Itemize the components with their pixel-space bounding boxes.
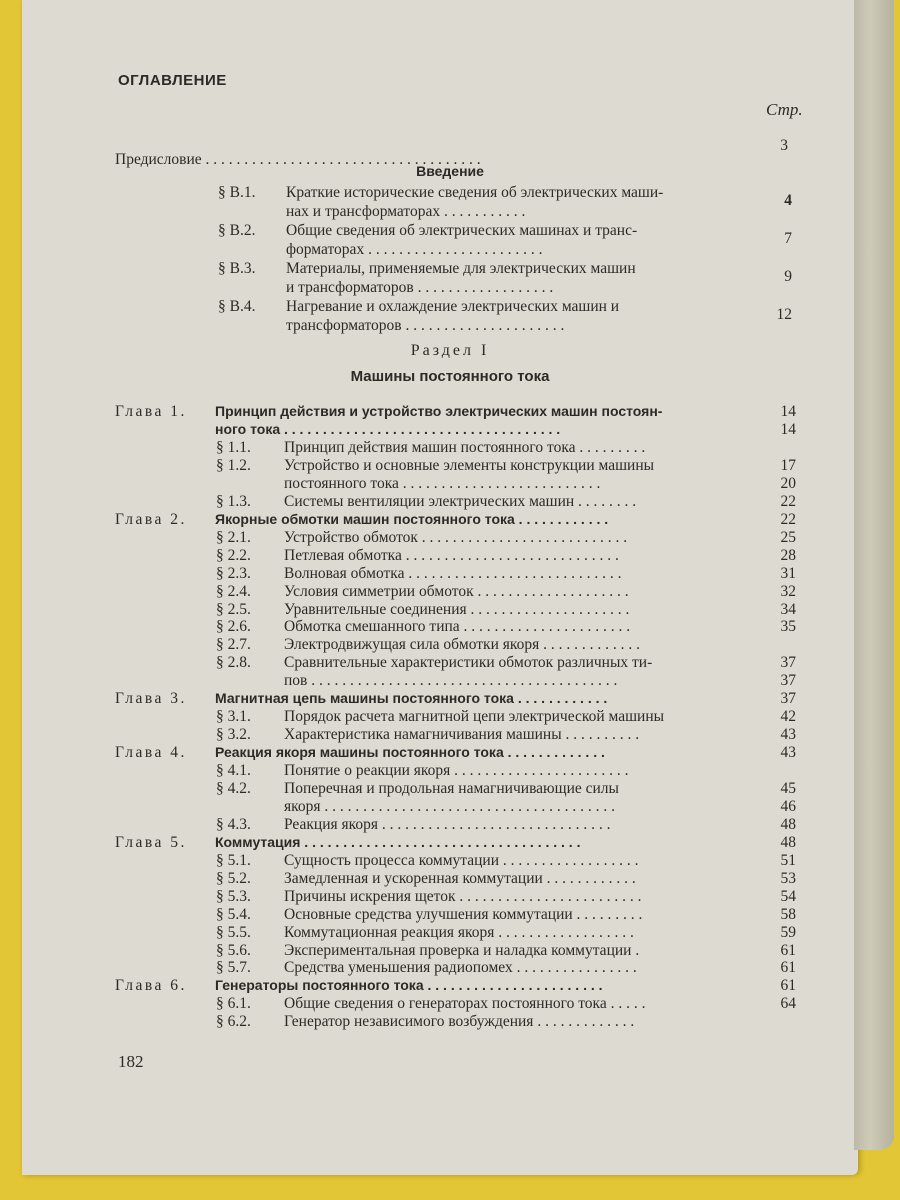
section-number: § 1.1.	[216, 438, 251, 456]
intro-item-cont: форматорах . . . . . . . . . . . . . . . . . . . . . . .	[286, 241, 543, 258]
item-number: § В.2.	[218, 222, 256, 239]
section-number: § 6.2.	[216, 1013, 251, 1031]
intro-item	[218, 221, 637, 240]
chapter-row	[115, 976, 603, 995]
intro-item	[218, 297, 619, 316]
section-title: Электродвижущая сила обмотки якоря . . . . . . . . . . . . .	[284, 636, 640, 654]
section-row	[216, 456, 654, 475]
section-number: § 2.7.	[216, 636, 251, 654]
section-number: § 3.1.	[216, 708, 251, 726]
row-page: 22	[780, 510, 796, 528]
section-title: Характеристика намагничивания машины . . . . . . . . . .	[284, 726, 640, 744]
section-title: Общие сведения о генераторах постоянного тока . . . . .	[284, 995, 646, 1013]
section-title: Понятие о реакции якоря . . . . . . . . . . . . . . . . . . . . . . .	[284, 762, 629, 779]
row-page: 42	[780, 708, 796, 726]
section-title: Поперечная и продольная намагничивающие силы	[284, 780, 619, 797]
row-page: 34	[780, 600, 796, 618]
section-row	[216, 851, 639, 870]
intro-item	[218, 259, 636, 278]
section-title: Машины постоянного тока	[350, 368, 550, 385]
chapter-row	[115, 402, 662, 421]
chapter-row	[115, 833, 580, 852]
row-page: 53	[780, 869, 796, 887]
chapter-row	[115, 743, 605, 762]
chapter-label: Глава 5.	[115, 833, 187, 851]
row-page: 35	[780, 618, 796, 636]
section-title: Обмотка смешанного типа . . . . . . . . . . . . . . . . . . . . . .	[284, 618, 631, 636]
section-row	[216, 905, 642, 924]
section-row	[216, 941, 639, 960]
section-title: Петлевая обмотка . . . . . . . . . . . . . . . . . . . . . . . . . . . .	[284, 546, 619, 564]
section-title: Условия симметрии обмоток . . . . . . . . . . . . . . . . . . . .	[284, 582, 629, 600]
section-row	[216, 725, 639, 744]
section-row	[216, 582, 629, 601]
section-number: § 2.2.	[216, 546, 251, 564]
section-title: Устройство обмоток . . . . . . . . . . . . . . . . . . . . . . . . . . .	[284, 528, 628, 546]
section-number: § 3.2.	[216, 726, 251, 744]
intro-item-cont: нах и трансформаторах . . . . . . . . . . .	[286, 203, 526, 220]
page-column-label: Стр.	[766, 100, 803, 119]
row-page: 61	[780, 977, 796, 995]
row-page: 14	[780, 403, 796, 420]
chapter-title: Коммутация . . . . . . . . . . . . . . . . . . . . . . . . . . . . . . . . . . . .	[215, 833, 581, 850]
chapter-title: Принцип действия и устройство электрических машин постоян-	[215, 403, 663, 419]
section-title: Волновая обмотка . . . . . . . . . . . . . . . . . . . . . . . . . . . .	[284, 564, 622, 582]
intro-item	[218, 183, 663, 202]
section-number: § 2.4.	[216, 582, 251, 600]
row-page: 37	[780, 654, 796, 672]
section-row	[216, 958, 637, 977]
section-row	[216, 528, 627, 547]
section-label: Раздел I	[410, 342, 490, 359]
section-number: § 6.1.	[216, 995, 251, 1013]
section-title: Устройство и основные элементы конструкции машины	[284, 456, 655, 474]
section-title: Экспериментальная проверка и наладка коммутации .	[284, 941, 640, 959]
item-page: 9	[784, 268, 792, 285]
chapter-title: Реакция якоря машины постоянного тока . . . . . . . . . . . . .	[215, 744, 605, 760]
row-page: 22	[780, 492, 796, 510]
section-number: § 1.3.	[216, 492, 251, 510]
item-title: Краткие исторические сведения об электрических маши-	[286, 184, 664, 201]
row-page: 43	[780, 744, 796, 761]
section-row	[216, 600, 629, 619]
section-title-cont: якоря . . . . . . . . . . . . . . . . . . . . . . . . . . . . . . . . . . . . . .	[284, 797, 616, 815]
row-page: 32	[780, 582, 796, 600]
section-number: § 5.1.	[216, 851, 251, 869]
item-number: § В.1.	[218, 184, 256, 201]
section-title-cont: пов . . . . . . . . . . . . . . . . . . . . . . . . . . . . . . . . . . . . . . . .	[284, 672, 618, 690]
section-row	[216, 887, 642, 906]
row-page: 61	[780, 941, 796, 959]
section-number: § 5.6.	[216, 941, 251, 959]
section-row	[216, 1012, 634, 1031]
chapter-row	[115, 510, 608, 529]
toc-heading: ОГЛАВЛЕНИЕ	[118, 72, 227, 89]
section-number: § 5.3.	[216, 887, 251, 905]
section-number: § 5.2.	[216, 869, 251, 887]
section-row	[216, 438, 645, 457]
row-page: 46	[780, 797, 796, 815]
section-number: § 2.1.	[216, 528, 251, 546]
section-row	[216, 617, 630, 636]
chapter-title: Генераторы постоянного тока . . . . . . . . . . . . . . . . . . . . . . .	[215, 977, 603, 994]
item-title: Материалы, применяемые для электрических машин	[286, 260, 636, 277]
chapter-title-cont: ного тока . . . . . . . . . . . . . . . . . . . . . . . . . . . . . . . . . . . .	[215, 420, 561, 437]
section-number: § 5.4.	[216, 905, 251, 923]
section-title: Принцип действия машин постоянного тока . . . . . . . . .	[284, 438, 646, 456]
item-number: § В.4.	[218, 298, 256, 315]
section-number: § 5.5.	[216, 923, 251, 941]
item-title: Нагревание и охлаждение электрических машин и	[286, 298, 620, 315]
section-title: Замедленная и ускоренная коммутации . . . . . . . . . . . .	[284, 869, 636, 887]
item-page: 7	[784, 230, 792, 247]
chapter-label: Глава 6.	[115, 977, 187, 995]
row-page: 17	[780, 456, 796, 474]
row-page: 37	[780, 672, 796, 690]
section-title: Средства уменьшения радиопомех . . . . . . . . . . . . . . . .	[284, 959, 637, 977]
section-title: Системы вентиляции электрических машин . . . . . . . .	[284, 492, 637, 510]
row-page: 51	[780, 851, 796, 869]
section-row	[216, 869, 636, 888]
row-page: 14	[780, 420, 796, 438]
section-row	[216, 815, 611, 834]
section-row	[216, 994, 646, 1013]
section-number: § 5.7.	[216, 959, 251, 977]
section-row	[216, 761, 629, 780]
row-page: 31	[780, 564, 796, 582]
section-row	[216, 492, 636, 511]
row-page: 61	[780, 959, 796, 977]
chapter-label: Глава 1.	[115, 403, 187, 420]
section-title: Коммутационная реакция якоря . . . . . . . . . . . . . . . . . .	[284, 923, 634, 941]
row-page: 54	[780, 887, 796, 905]
section-row	[216, 923, 634, 942]
preface-page: 3	[780, 137, 788, 154]
section-title: Порядок расчета магнитной цепи электрической машины	[284, 708, 665, 726]
row-page: 59	[780, 923, 796, 941]
chapter-label: Глава 4.	[115, 744, 187, 761]
chapter-title: Якорные обмотки машин постоянного тока . . . . . . . . . . . .	[215, 510, 609, 527]
row-page: 37	[780, 690, 796, 708]
section-title-cont: постоянного тока . . . . . . . . . . . . . . . . . . . . . . . . . .	[284, 474, 601, 492]
section-title: Уравнительные соединения . . . . . . . . . . . . . . . . . . . . .	[284, 600, 630, 618]
intro-item-cont: и трансформаторов . . . . . . . . . . . . . . . . . .	[286, 279, 554, 296]
section-number: § 2.5.	[216, 600, 251, 618]
item-title: Общие сведения об электрических машинах и транс-	[286, 222, 638, 239]
row-page: 43	[780, 726, 796, 744]
row-page: 25	[780, 528, 796, 546]
section-row	[216, 653, 652, 672]
section-number: § 2.8.	[216, 654, 251, 672]
section-number: § 2.3.	[216, 564, 251, 582]
row-page: 48	[780, 815, 796, 833]
intro-title: Введение	[416, 163, 484, 179]
section-title: Основные средства улучшения коммутации . . . . . . . . .	[284, 905, 643, 923]
preface-label: Предисловие . . . . . . . . . . . . . . . . . . . . . . . . . . . . . . . . . . . .	[115, 151, 481, 168]
section-row	[216, 707, 664, 726]
row-page: 48	[780, 833, 796, 851]
row-page: 20	[780, 474, 796, 492]
item-page: 12	[776, 306, 792, 323]
page-number: 182	[118, 1052, 144, 1071]
chapter-label: Глава 2.	[115, 510, 187, 528]
row-page: 64	[780, 995, 796, 1013]
item-number: § В.3.	[218, 260, 256, 277]
section-title: Сравнительные характеристики обмоток различных ти-	[284, 654, 653, 672]
section-row	[216, 635, 640, 654]
section-number: § 1.2.	[216, 456, 251, 474]
row-page: 28	[780, 546, 796, 564]
chapter-row	[115, 689, 607, 708]
section-title: Реакция якоря . . . . . . . . . . . . . . . . . . . . . . . . . . . . . .	[284, 815, 611, 833]
item-page: 4	[784, 192, 792, 209]
section-row	[216, 564, 621, 583]
row-page: 58	[780, 905, 796, 923]
section-title: Генератор независимого возбуждения . . . . . . . . . . . . .	[284, 1013, 635, 1031]
section-row	[216, 779, 619, 798]
section-title: Причины искрения щеток . . . . . . . . . . . . . . . . . . . . . . . .	[284, 887, 642, 905]
chapter-label: Глава 3.	[115, 690, 187, 708]
chapter-title: Магнитная цепь машины постоянного тока . . . . . . . . . . . .	[215, 690, 608, 707]
intro-item-cont: трансформаторов . . . . . . . . . . . . . . . . . . . . .	[286, 317, 565, 334]
section-number: § 4.1.	[216, 762, 251, 779]
section-row	[216, 546, 619, 565]
section-number: § 4.2.	[216, 780, 251, 797]
row-page: 45	[780, 780, 796, 797]
section-number: § 2.6.	[216, 618, 251, 636]
section-title: Сущность процесса коммутации . . . . . . . . . . . . . . . . . .	[284, 851, 639, 869]
section-number: § 4.3.	[216, 815, 251, 833]
